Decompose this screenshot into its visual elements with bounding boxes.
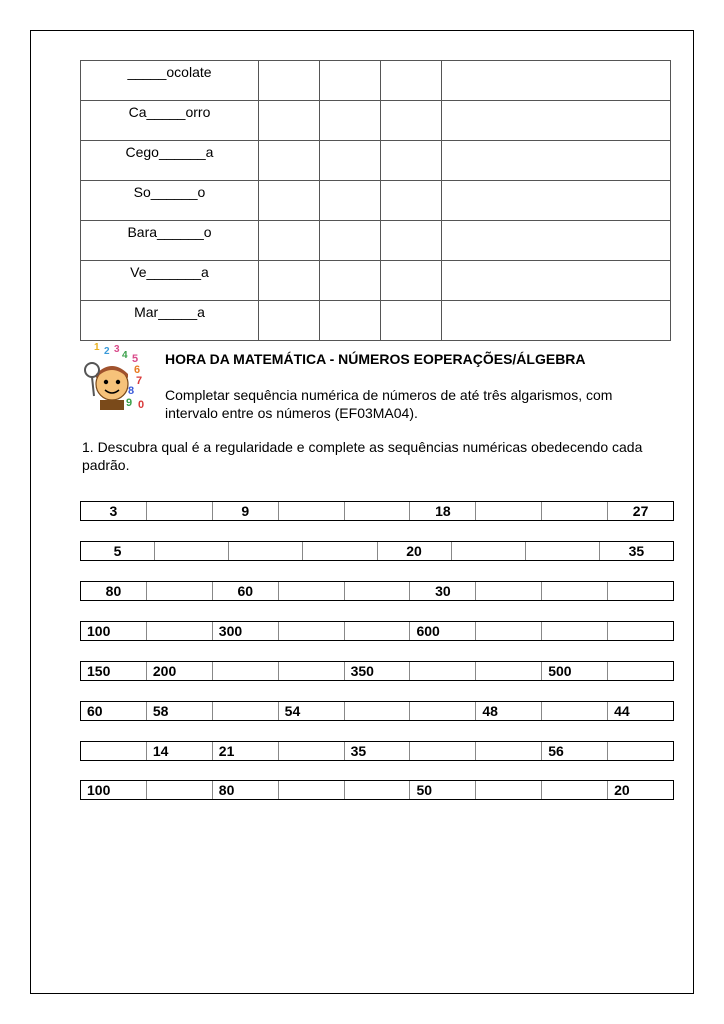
answer-cell[interactable]: [320, 261, 381, 301]
word-cell: So______o: [81, 181, 259, 221]
sequence-value: 56: [541, 742, 607, 760]
sequence-blank[interactable]: [451, 542, 525, 560]
sequence-blank[interactable]: [212, 662, 278, 680]
sequence-value: 5: [113, 543, 122, 559]
sequence-row: [80, 780, 674, 800]
answer-cell[interactable]: [320, 101, 381, 141]
svg-text:0: 0: [138, 399, 145, 411]
sequence-blank[interactable]: [409, 742, 475, 760]
word-row: [81, 141, 671, 181]
sequence-blank[interactable]: [475, 502, 541, 520]
sequence-blank[interactable]: [607, 662, 673, 680]
word-cell: Ve_______a: [81, 261, 259, 301]
sequence-blank[interactable]: [154, 542, 228, 560]
sequence-blank[interactable]: [475, 742, 541, 760]
answer-cell-wide[interactable]: [442, 181, 671, 221]
sequence-value: 80: [105, 583, 122, 599]
answer-cell[interactable]: [381, 101, 442, 141]
sequence-blank[interactable]: [409, 702, 475, 720]
sequence-blank[interactable]: [146, 622, 212, 640]
sequence-blank[interactable]: [278, 582, 344, 600]
sequence-value: 14: [146, 742, 212, 760]
sequence-row: [80, 501, 674, 521]
sequence-blank[interactable]: [475, 781, 541, 799]
sequence-blank[interactable]: [344, 502, 410, 520]
sequence-blank[interactable]: [146, 502, 212, 520]
sequence-value: 350: [344, 662, 410, 680]
sequence-blank[interactable]: [146, 781, 212, 799]
sequence-value: 30: [409, 582, 475, 600]
sequence-blank[interactable]: [344, 702, 410, 720]
sequence-value: 9: [212, 502, 278, 520]
sequence-row: [80, 581, 674, 601]
sequence-blank[interactable]: [344, 622, 410, 640]
sequence-blank[interactable]: [228, 542, 302, 560]
sequence-row: [80, 661, 674, 681]
answer-cell[interactable]: [320, 301, 381, 341]
svg-text:9: 9: [126, 397, 133, 409]
answer-cell[interactable]: [320, 141, 381, 181]
answer-cell[interactable]: [259, 261, 320, 301]
sequence-blank[interactable]: [475, 662, 541, 680]
sequence-value: 54: [278, 702, 344, 720]
sequence-value: 27: [607, 502, 673, 520]
sequence-value: 35: [344, 742, 410, 760]
answer-cell[interactable]: [259, 141, 320, 181]
svg-text:4: 4: [122, 350, 128, 361]
sequence-value: 3: [109, 503, 118, 519]
answer-cell[interactable]: [320, 221, 381, 261]
sequence-blank[interactable]: [278, 662, 344, 680]
sequence-value: 500: [541, 662, 607, 680]
word-row: [81, 261, 671, 301]
word-row: [81, 301, 671, 341]
word-cell: _____ocolate: [81, 61, 259, 101]
word-cell: Ca_____orro: [81, 101, 259, 141]
answer-cell-wide[interactable]: [442, 141, 671, 181]
sequence-blank[interactable]: [344, 582, 410, 600]
sequence-row: [80, 621, 674, 641]
sequence-blank[interactable]: [607, 582, 673, 600]
sequence-blank[interactable]: [607, 622, 673, 640]
svg-text:7: 7: [136, 375, 143, 387]
sequence-blank[interactable]: [475, 622, 541, 640]
sequence-blank[interactable]: [541, 702, 607, 720]
svg-text:1: 1: [94, 342, 100, 353]
sequence-blank[interactable]: [607, 742, 673, 760]
sequence-value: 44: [607, 702, 673, 720]
sequence-value: 58: [146, 702, 212, 720]
sequence-value: 48: [475, 702, 541, 720]
word-completion-table: [80, 60, 671, 341]
answer-cell[interactable]: [259, 221, 320, 261]
svg-text:3: 3: [114, 344, 120, 355]
sequence-blank[interactable]: [541, 622, 607, 640]
sequence-blank[interactable]: [278, 502, 344, 520]
sequence-value: 60: [212, 582, 278, 600]
sequence-row: [80, 741, 674, 761]
sequence-value: 600: [409, 622, 475, 640]
answer-cell[interactable]: [259, 181, 320, 221]
section-title: HORA DA MATEMÁTICA - NÚMEROS EOPERAÇÕES/ÁLGEBRA: [165, 351, 586, 367]
sequence-value: 300: [212, 622, 278, 640]
sequence-value: 18: [409, 502, 475, 520]
answer-cell-wide[interactable]: [442, 61, 671, 101]
sequence-value: 100: [87, 623, 111, 639]
sequence-value: 20: [377, 542, 451, 560]
sequence-blank[interactable]: [475, 582, 541, 600]
sequence-row: [80, 541, 674, 561]
sequence-value: 100: [87, 782, 111, 798]
word-cell: Mar_____a: [81, 301, 259, 341]
answer-cell[interactable]: [259, 101, 320, 141]
svg-text:6: 6: [134, 364, 141, 376]
answer-cell[interactable]: [381, 61, 442, 101]
word-row: [81, 221, 671, 261]
sequence-row: [80, 701, 674, 721]
sequence-blank[interactable]: [344, 781, 410, 799]
answer-cell[interactable]: [259, 61, 320, 101]
answer-cell[interactable]: [381, 261, 442, 301]
sequence-blank[interactable]: [212, 702, 278, 720]
sequence-blank[interactable]: [278, 742, 344, 760]
exercise-question: 1. Descubra qual é a regularidade e complete as sequências numéricas obedecendo cada padrão.: [82, 439, 643, 473]
answer-cell-wide[interactable]: [442, 221, 671, 261]
word-row: [81, 181, 671, 221]
answer-cell[interactable]: [320, 181, 381, 221]
sequence-value: 21: [212, 742, 278, 760]
answer-cell-wide[interactable]: [442, 101, 671, 141]
sequence-value: 60: [87, 703, 103, 719]
sequence-blank[interactable]: [81, 742, 146, 760]
section-description: Completar sequência numérica de números de até três algarismos, com intervalo entre os números (EF03MA04).: [165, 387, 613, 421]
sequence-value: 150: [87, 663, 111, 679]
answer-cell-wide[interactable]: [442, 301, 671, 341]
answer-cell[interactable]: [381, 221, 442, 261]
word-cell: Cego______a: [81, 141, 259, 181]
svg-text:8: 8: [128, 385, 135, 397]
sequence-blank[interactable]: [409, 662, 475, 680]
sequence-value: 35: [599, 542, 673, 560]
svg-text:5: 5: [132, 353, 139, 365]
sequence-value: 80: [212, 781, 278, 799]
answer-cell-wide[interactable]: [442, 261, 671, 301]
sequence-blank[interactable]: [525, 542, 599, 560]
svg-text:2: 2: [104, 346, 110, 357]
sequence-value: 200: [146, 662, 212, 680]
sequence-blank[interactable]: [541, 502, 607, 520]
answer-cell[interactable]: [259, 301, 320, 341]
answer-cell[interactable]: [320, 61, 381, 101]
answer-cell[interactable]: [381, 141, 442, 181]
word-row: [81, 61, 671, 101]
math-mascot-icon: [82, 340, 150, 412]
sequence-blank[interactable]: [541, 582, 607, 600]
sequence-value: 20: [607, 781, 673, 799]
sequence-blank[interactable]: [278, 622, 344, 640]
sequence-blank[interactable]: [302, 542, 376, 560]
word-row: [81, 101, 671, 141]
sequence-blank[interactable]: [278, 781, 344, 799]
word-cell: Bara______o: [81, 221, 259, 261]
sequence-value: 50: [409, 781, 475, 799]
answer-cell[interactable]: [381, 181, 442, 221]
sequence-blank[interactable]: [541, 781, 607, 799]
sequence-blank[interactable]: [146, 582, 212, 600]
answer-cell[interactable]: [381, 301, 442, 341]
